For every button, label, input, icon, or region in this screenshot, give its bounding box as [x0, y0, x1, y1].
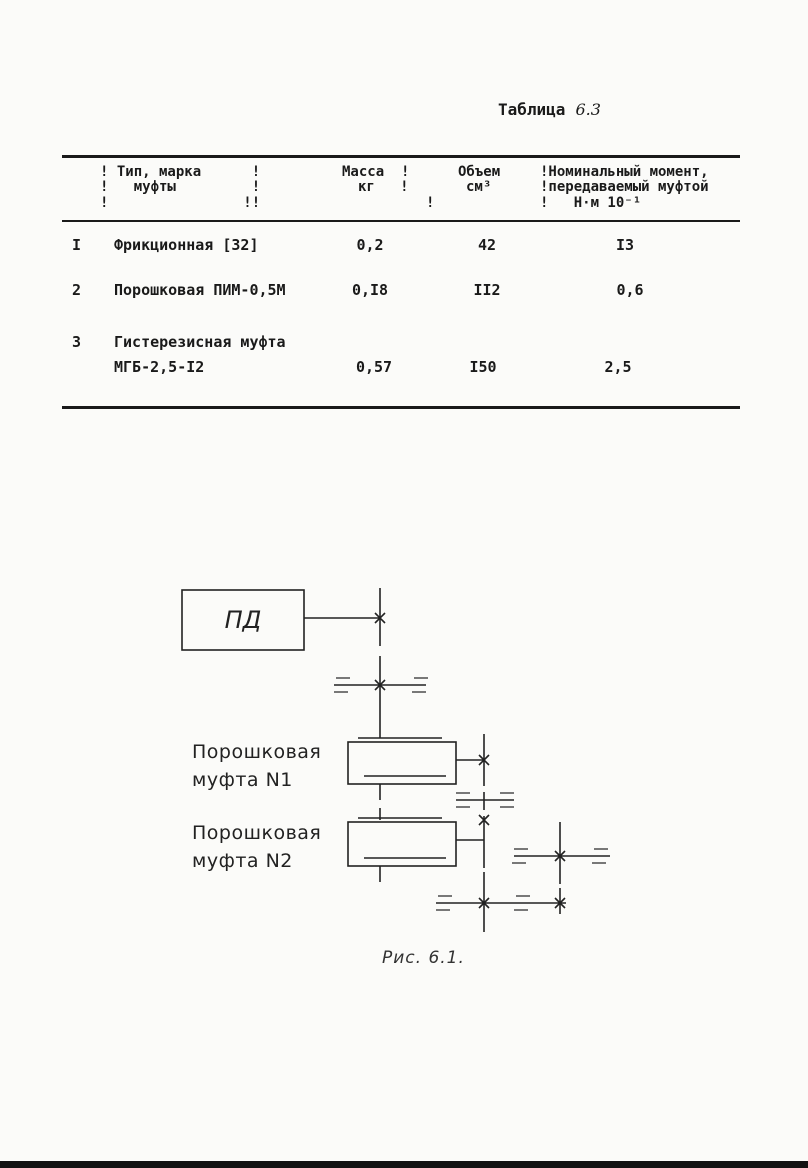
row-number: I: [72, 236, 82, 254]
header-mass-3: !: [426, 195, 435, 211]
table-number: 6.3: [575, 100, 601, 119]
row-type: Порошковая ПИМ-0,5М: [114, 281, 286, 299]
motor-label: ПД: [224, 606, 262, 634]
row-mass: 0,I8: [351, 281, 389, 299]
row-number: 2: [72, 281, 82, 299]
clutch1-body: [348, 738, 456, 784]
clutch2-label: [192, 819, 321, 875]
output-shaft: [436, 822, 610, 932]
clutch2-label-line1: Порошковая: [192, 822, 322, 844]
row-moment: I3: [615, 236, 635, 254]
header-moment-1: !Номинальный момент,: [540, 164, 709, 180]
clutch2-label-line2: муфта N2: [192, 850, 293, 872]
scan-edge: [0, 1161, 808, 1168]
clutch1-label-line2: муфта N1: [192, 769, 293, 791]
intermediate-shaft: [456, 734, 514, 868]
header-type-1: ! Тип, марка !: [100, 164, 261, 180]
row-moment: 0,6: [616, 281, 644, 299]
header-type-2: ! муфты !: [100, 179, 261, 195]
row-volume: I50: [469, 358, 497, 376]
figure-caption: Рис. 6.1.: [382, 948, 465, 968]
row-moment: 2,5: [604, 358, 632, 376]
gear-shaft-main: [334, 588, 426, 718]
row-type: Фрикционная [32]: [114, 236, 259, 254]
header-type-3: ! !!: [100, 195, 261, 211]
header-moment-2: !передаваемый муфтой: [540, 179, 709, 195]
row-mass: 0,57: [355, 358, 393, 376]
header-volume-1: Объем: [458, 164, 501, 180]
row-volume: II2: [473, 281, 501, 299]
header-mass-2: кг !: [358, 179, 409, 195]
header-volume-2: см³: [466, 179, 492, 195]
row-mass: 0,2: [356, 236, 384, 254]
clutch2-body: [348, 818, 456, 866]
row-type-2: МГБ-2,5-I2: [114, 358, 205, 376]
header-moment-3: ! Н·м 10⁻¹: [540, 195, 642, 211]
clutch1-label: [192, 738, 321, 794]
row-number: 3: [72, 333, 82, 351]
header-mass-1: Масса !: [342, 164, 410, 180]
row-type: Гистерезисная муфта: [114, 333, 286, 351]
table-title-text: Таблица: [498, 100, 566, 119]
row-volume: 42: [477, 236, 497, 254]
bearing-symbols-3: [436, 849, 608, 910]
clutch1-label-line1: Порошковая: [192, 741, 322, 763]
